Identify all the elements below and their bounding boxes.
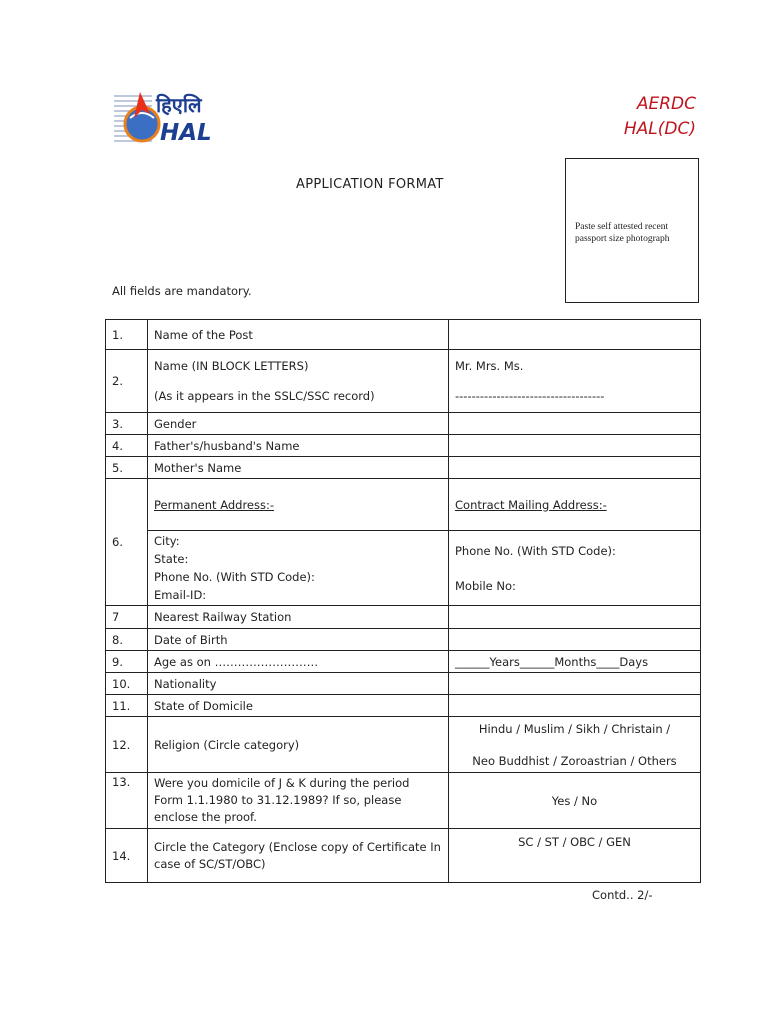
row-label: Circle the Category (Enclose copy of Certificate In case of SC/ST/OBC) — [148, 829, 449, 883]
organization-name — [624, 92, 696, 142]
table-row — [106, 413, 701, 435]
mother-name-field[interactable] — [449, 457, 701, 479]
gender-field[interactable] — [449, 413, 701, 435]
religion-field[interactable] — [449, 717, 701, 773]
nationality-field[interactable] — [449, 673, 701, 695]
row-label: Were you domicile of J & K during the period Form 1.1.1980 to 31.12.1989? If so, please enclose the proof. — [148, 773, 449, 829]
org-line-1: AERDC — [636, 94, 696, 114]
father-name-field[interactable] — [449, 435, 701, 457]
application-form-table — [105, 319, 701, 883]
permanent-contact-field[interactable] — [148, 531, 449, 606]
photo-box — [565, 158, 699, 303]
row-label: Gender — [148, 413, 449, 435]
table-row — [106, 695, 701, 717]
row-number: 6. — [106, 479, 148, 606]
row-label: Date of Birth — [148, 629, 449, 651]
email-label: Email-ID: — [154, 588, 207, 602]
row-number: 2. — [106, 350, 148, 413]
title-options: Mr. Mrs. Ms. — [455, 359, 524, 373]
row-label: Name of the Post — [148, 320, 449, 350]
category-field[interactable]: SC / ST / OBC / GEN — [449, 829, 701, 883]
row-number: 4. — [106, 435, 148, 457]
row-number: 14. — [106, 829, 148, 883]
city-label: City: — [154, 534, 180, 548]
table-row — [106, 651, 701, 673]
table-row — [106, 531, 701, 606]
hal-logo — [112, 88, 242, 148]
religion-options-2: Neo Buddhist / Zoroastrian / Others — [472, 753, 677, 768]
photo-box-text: Paste self attested recent passport size photograph — [575, 222, 670, 244]
row-number: 12. — [106, 717, 148, 773]
page-title: APPLICATION FORMAT — [296, 177, 444, 192]
name-field[interactable] — [449, 350, 701, 413]
row-number: 11. — [106, 695, 148, 717]
mailing-contact-field[interactable] — [449, 531, 701, 606]
row-number: 7 — [106, 606, 148, 629]
table-row — [106, 629, 701, 651]
mailing-address-field[interactable] — [449, 479, 701, 531]
row-number: 9. — [106, 651, 148, 673]
mailing-address-label: Contract Mailing Address:- — [455, 497, 607, 512]
table-row — [106, 829, 701, 883]
phone-label: Phone No. (With STD Code): — [154, 570, 315, 584]
table-row — [106, 773, 701, 829]
table-row — [106, 320, 701, 350]
jk-domicile-field[interactable]: Yes / No — [449, 773, 701, 829]
row-number: 13. — [106, 773, 148, 829]
row-label: Mother's Name — [148, 457, 449, 479]
mailing-phone-label: Phone No. (With STD Code): — [455, 543, 616, 558]
row-label: Nationality — [148, 673, 449, 695]
table-row — [106, 717, 701, 773]
row-label: State of Domicile — [148, 695, 449, 717]
age-field[interactable]: ______Years______Months____Days — [449, 651, 701, 673]
row-number: 1. — [106, 320, 148, 350]
religion-options-1: Hindu / Muslim / Sikh / Christain / — [478, 721, 671, 736]
railway-station-field[interactable] — [449, 606, 701, 629]
table-row — [106, 479, 701, 531]
table-row — [106, 606, 701, 629]
dob-field[interactable] — [449, 629, 701, 651]
hal-logo-icon — [112, 88, 242, 148]
state-label: State: — [154, 552, 189, 566]
name-label: Name (IN BLOCK LETTERS) — [154, 359, 309, 373]
mandatory-note: All fields are mandatory. — [112, 284, 252, 298]
org-line-2: HAL(DC) — [623, 119, 696, 139]
logo-hal-text: HAL — [160, 120, 212, 146]
row-number: 3. — [106, 413, 148, 435]
logo-hindi-text: हिएलि — [156, 93, 202, 117]
row-label — [148, 350, 449, 413]
row-label: Father's/husband's Name — [148, 435, 449, 457]
domicile-field[interactable] — [449, 695, 701, 717]
row-label: Religion (Circle category) — [148, 717, 449, 773]
row-number: 5. — [106, 457, 148, 479]
table-row — [106, 435, 701, 457]
row-number: 8. — [106, 629, 148, 651]
permanent-address-label: Permanent Address:- — [154, 497, 275, 512]
table-row — [106, 673, 701, 695]
permanent-address-field[interactable] — [148, 479, 449, 531]
row-label: Age as on ……………………… — [148, 651, 449, 673]
post-name-field[interactable] — [449, 320, 701, 350]
table-row — [106, 350, 701, 413]
row-label: Nearest Railway Station — [148, 606, 449, 629]
name-dash-line: ------------------------------------ — [455, 389, 605, 403]
table-row — [106, 457, 701, 479]
continued-note: Contd.. 2/- — [592, 888, 653, 902]
name-sublabel: (As it appears in the SSLC/SSC record) — [154, 389, 375, 403]
row-number: 10. — [106, 673, 148, 695]
mobile-label: Mobile No: — [455, 578, 516, 593]
